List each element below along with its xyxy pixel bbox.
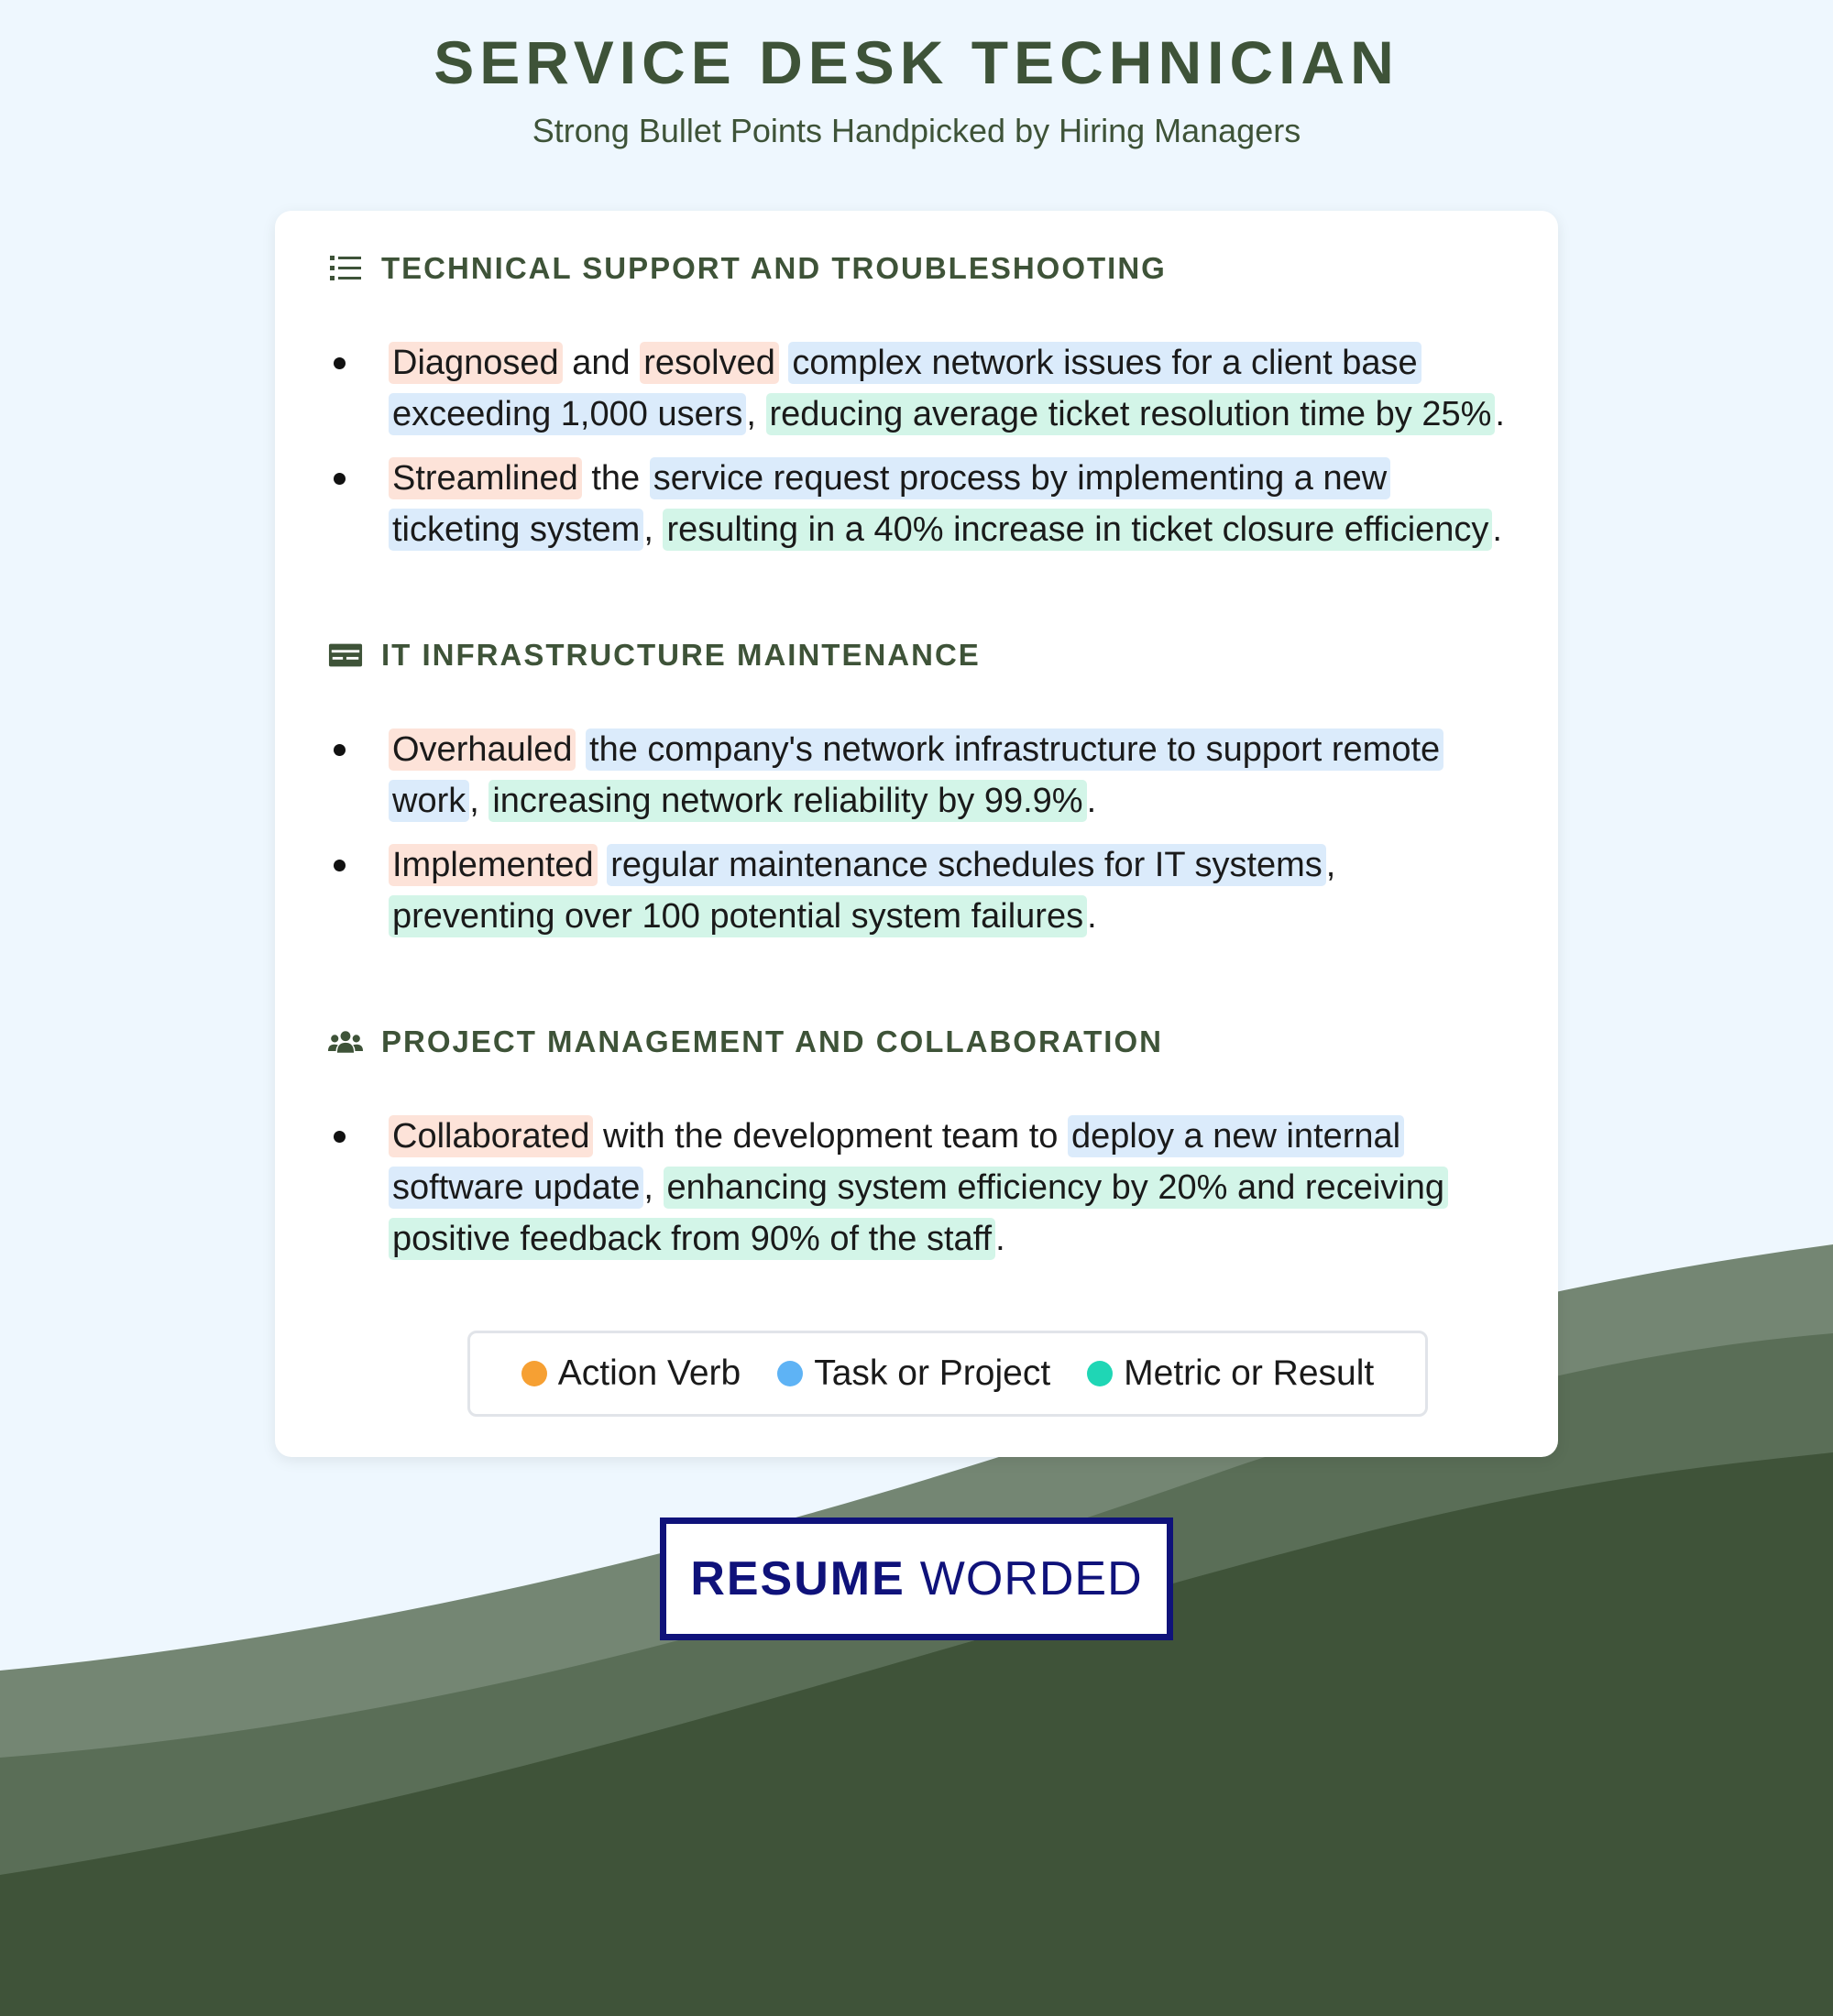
bullet-list (328, 1111, 1510, 1277)
bullet-text (598, 846, 608, 884)
page-subtitle: Strong Bullet Points Handpicked by Hiring Managers (532, 112, 1301, 149)
bullet-text: . (1495, 395, 1505, 433)
resume-worded-logo (660, 1517, 1173, 1640)
logo-text-bold: RESUME (690, 1552, 906, 1605)
bullet-list (328, 337, 1510, 568)
highlight-verb: Streamlined (389, 457, 582, 499)
highlight-verb: Overhauled (389, 729, 576, 771)
legend-label: Action Verb (557, 1353, 741, 1393)
bullet-text: and (562, 344, 641, 382)
legend-dot-orange (521, 1361, 547, 1386)
legend-item-task-or-project (777, 1353, 1050, 1394)
legend-item-metric-or-result (1087, 1353, 1374, 1394)
bullet-text: . (995, 1220, 1005, 1258)
highlight-verb: Diagnosed (389, 342, 563, 384)
section-header-technical-support (328, 251, 1167, 286)
bullet-item (328, 724, 1510, 827)
highlight-verb: Collaborated (389, 1115, 593, 1157)
highlight-task: regular maintenance schedules for IT systems (607, 844, 1326, 886)
legend (467, 1331, 1428, 1417)
list-icon (328, 251, 363, 286)
section-title: PROJECT MANAGEMENT AND COLLABORATION (381, 1024, 1163, 1058)
bullet-text: , (1325, 846, 1336, 884)
highlight-verb: Implemented (389, 844, 598, 886)
bullet-item (328, 1111, 1510, 1265)
bullet-item (328, 839, 1510, 942)
highlight-metric: enhancing system efficiency by 20% and receiving positive feedback from 90% of the staff (389, 1167, 1448, 1260)
highlight-task: service request process by implementing a new ticketing system (389, 457, 1390, 551)
highlight-task: the company's network infrastructure to support remote work (389, 729, 1443, 822)
bullet-text: , (746, 395, 766, 433)
legend-dot-teal (1087, 1361, 1113, 1386)
logo-text-light: WORDED (919, 1552, 1143, 1605)
bullet-text: . (1492, 510, 1502, 549)
bullet-item (328, 453, 1510, 555)
highlight-task: complex network issues for a client base exceeding 1,000 users (389, 342, 1421, 435)
bullet-item (328, 337, 1510, 440)
bullet-text: the (581, 459, 650, 498)
section-title: IT INFRASTRUCTURE MAINTENANCE (381, 638, 981, 672)
highlight-task: deploy a new internal software update (389, 1115, 1404, 1209)
section-title: TECHNICAL SUPPORT AND TROUBLESHOOTING (381, 251, 1167, 285)
bullet-text (779, 344, 789, 382)
legend-dot-blue (777, 1361, 803, 1386)
bullet-text: . (1087, 897, 1097, 936)
legend-label: Metric or Result (1124, 1353, 1375, 1393)
users-icon (328, 1024, 363, 1059)
highlight-metric: increasing network reliability by 99.9% (488, 780, 1086, 822)
bullet-text: with the development team to (593, 1117, 1068, 1156)
bullet-text: , (643, 1168, 664, 1207)
highlight-verb: resolved (640, 342, 779, 384)
bullet-text (576, 730, 586, 769)
bullet-text: , (469, 782, 489, 820)
highlight-metric: reducing average ticket resolution time by 25% (766, 393, 1496, 435)
bullet-text: , (643, 510, 664, 549)
section-header-it-infrastructure (328, 638, 981, 673)
card-icon (328, 638, 363, 673)
highlight-metric: resulting in a 40% increase in ticket closure efficiency (663, 509, 1492, 551)
bullet-text: . (1086, 782, 1097, 820)
highlight-metric: preventing over 100 potential system failures (389, 895, 1087, 937)
bullet-points-card (275, 211, 1558, 1457)
bullet-list (328, 724, 1510, 955)
legend-label: Task or Project (814, 1353, 1051, 1393)
legend-item-action-verb (521, 1353, 741, 1394)
page-title: SERVICE DESK TECHNICIAN (434, 28, 1399, 96)
section-header-project-management (328, 1024, 1163, 1059)
